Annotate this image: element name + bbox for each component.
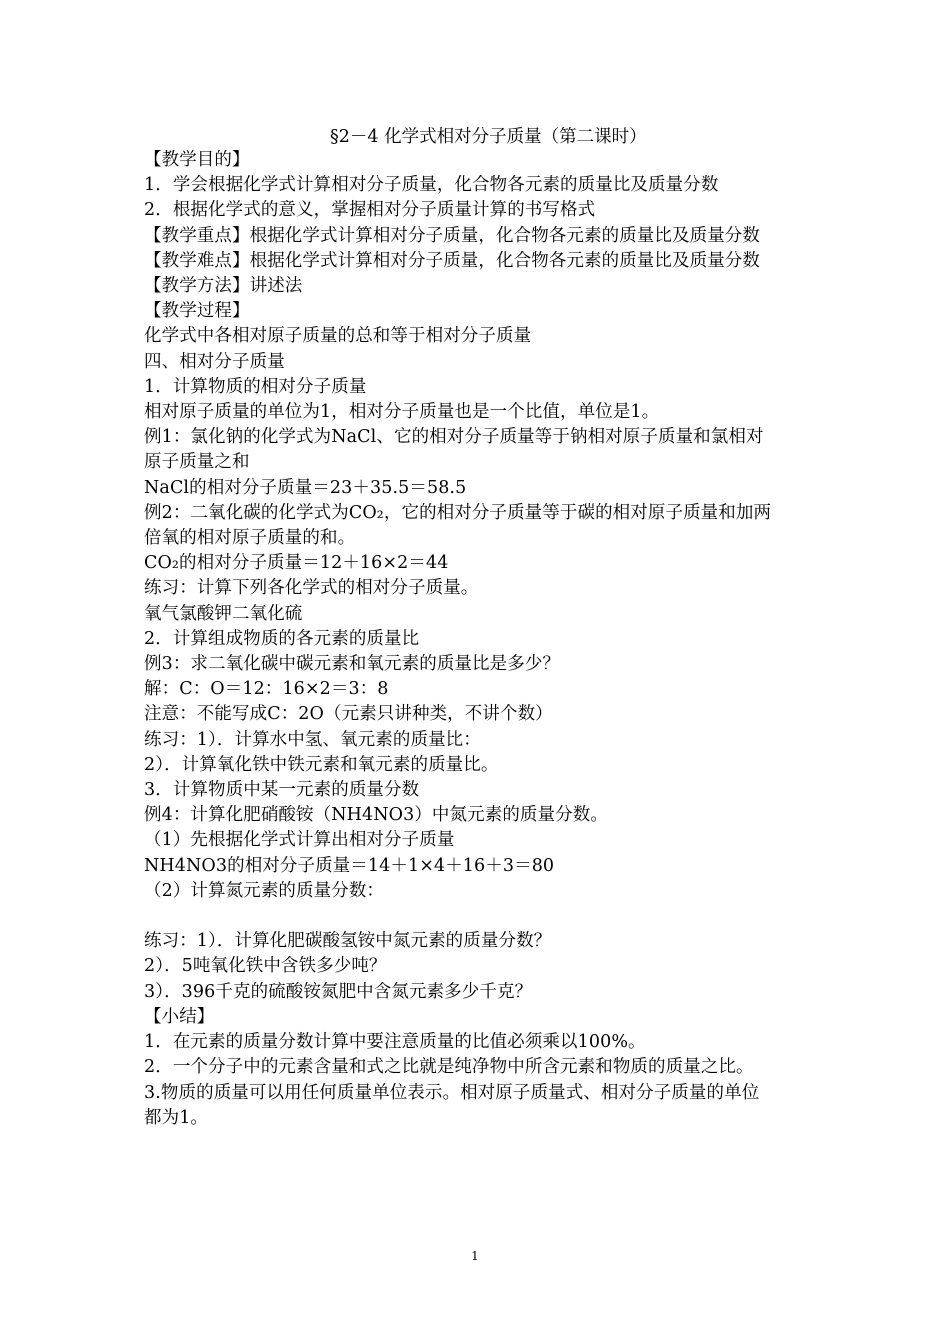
text-line: 2．根据化学式的意义，掌握相对分子质量计算的书写格式 xyxy=(144,200,596,221)
text-line: 3.物质的质量可以用任何质量单位表示。相对原子质量式、相对分子质量的单位 xyxy=(144,1082,760,1103)
text-line: 1．计算物质的相对分子质量 xyxy=(144,376,367,397)
text-line: 练习：1）．计算水中氢、氧元素的质量比： xyxy=(144,729,481,750)
text-line: 氧气氯酸钾二氧化硫 xyxy=(144,603,303,624)
text-line: 【教学重点】根据化学式计算相对分子质量，化合物各元素的质量比及质量分数 xyxy=(144,225,760,246)
text-line: 四、相对分子质量 xyxy=(144,351,285,372)
text-line: 例3：求二氧化碳中碳元素和氧元素的质量比是多少？ xyxy=(144,654,561,675)
text-line: 练习：1）．计算化肥碳酸氢铵中氮元素的质量分数？ xyxy=(144,931,552,952)
text-line: 倍氧的相对原子质量的和。 xyxy=(144,528,356,549)
text-line: NaCl的相对分子质量＝23＋35.5＝58.5 xyxy=(144,477,467,498)
text-line: 2．一个分子中的元素含量和式之比就是纯净物中所含元素和物质的质量之比。 xyxy=(144,1057,754,1078)
text-line: 练习：计算下列各化学式的相对分子质量。 xyxy=(144,578,479,599)
text-line: 【教学过程】 xyxy=(144,301,250,322)
text-line: 【小结】 xyxy=(144,1006,215,1027)
text-line: 3）．396千克的硫酸铵氮肥中含氮元素多少千克？ xyxy=(144,981,533,1002)
document-title: §2－4 化学式相对分子质量（第二课时） xyxy=(330,127,647,147)
text-line: （2）计算氮元素的质量分数： xyxy=(144,880,385,901)
text-line: CO₂的相对分子质量＝12＋16×2＝44 xyxy=(144,553,449,574)
text-line: 2）．5吨氧化铁中含铁多少吨？ xyxy=(144,956,387,977)
text-line: 化学式中各相对原子质量的总和等于相对分子质量 xyxy=(144,326,532,347)
text-line: 例1：氯化钠的化学式为NaCl、它的相对分子质量等于钠相对原子质量和氯相对 xyxy=(144,427,764,448)
text-line: 3．计算物质中某一元素的质量分数 xyxy=(144,780,420,801)
text-line: 【教学难点】根据化学式计算相对分子质量，化合物各元素的质量比及质量分数 xyxy=(144,250,760,271)
text-line: 都为1。 xyxy=(144,1107,209,1128)
text-line: 相对原子质量的单位为1，相对分子质量也是一个比值，单位是1。 xyxy=(144,402,660,423)
text-line: （1）先根据化学式计算出相对分子质量 xyxy=(144,830,455,851)
text-line xyxy=(144,904,814,929)
text-line: 原子质量之和 xyxy=(144,452,250,473)
text-line: 解：C：O＝12：16×2＝3：8 xyxy=(144,679,389,700)
text-line: 1．学会根据化学式计算相对分子质量，化合物各元素的质量比及质量分数 xyxy=(144,175,719,196)
text-line: 2）．计算氧化铁中铁元素和氧元素的质量比。 xyxy=(144,754,499,775)
text-line: 1．在元素的质量分数计算中要注意质量的比值必须乘以100%。 xyxy=(144,1032,646,1053)
text-line: 2．计算组成物质的各元素的质量比 xyxy=(144,628,420,649)
text-line: 注意：不能写成C：2O（元素只讲种类，不讲个数） xyxy=(144,704,553,725)
text-line: 例4：计算化肥硝酸铵（NH4NO3）中氮元素的质量分数。 xyxy=(144,805,608,826)
text-line: 【教学方法】讲述法 xyxy=(144,276,303,297)
document-body xyxy=(144,148,814,1131)
page-number: 1 xyxy=(471,1249,479,1263)
text-line: 例2：二氧化碳的化学式为CO₂，它的相对分子质量等于碳的相对原子质量和加两 xyxy=(144,502,772,523)
text-line: 【教学目的】 xyxy=(144,150,250,170)
text-line: NH4NO3的相对分子质量＝14＋1×4＋16＋3＝80 xyxy=(144,855,555,876)
